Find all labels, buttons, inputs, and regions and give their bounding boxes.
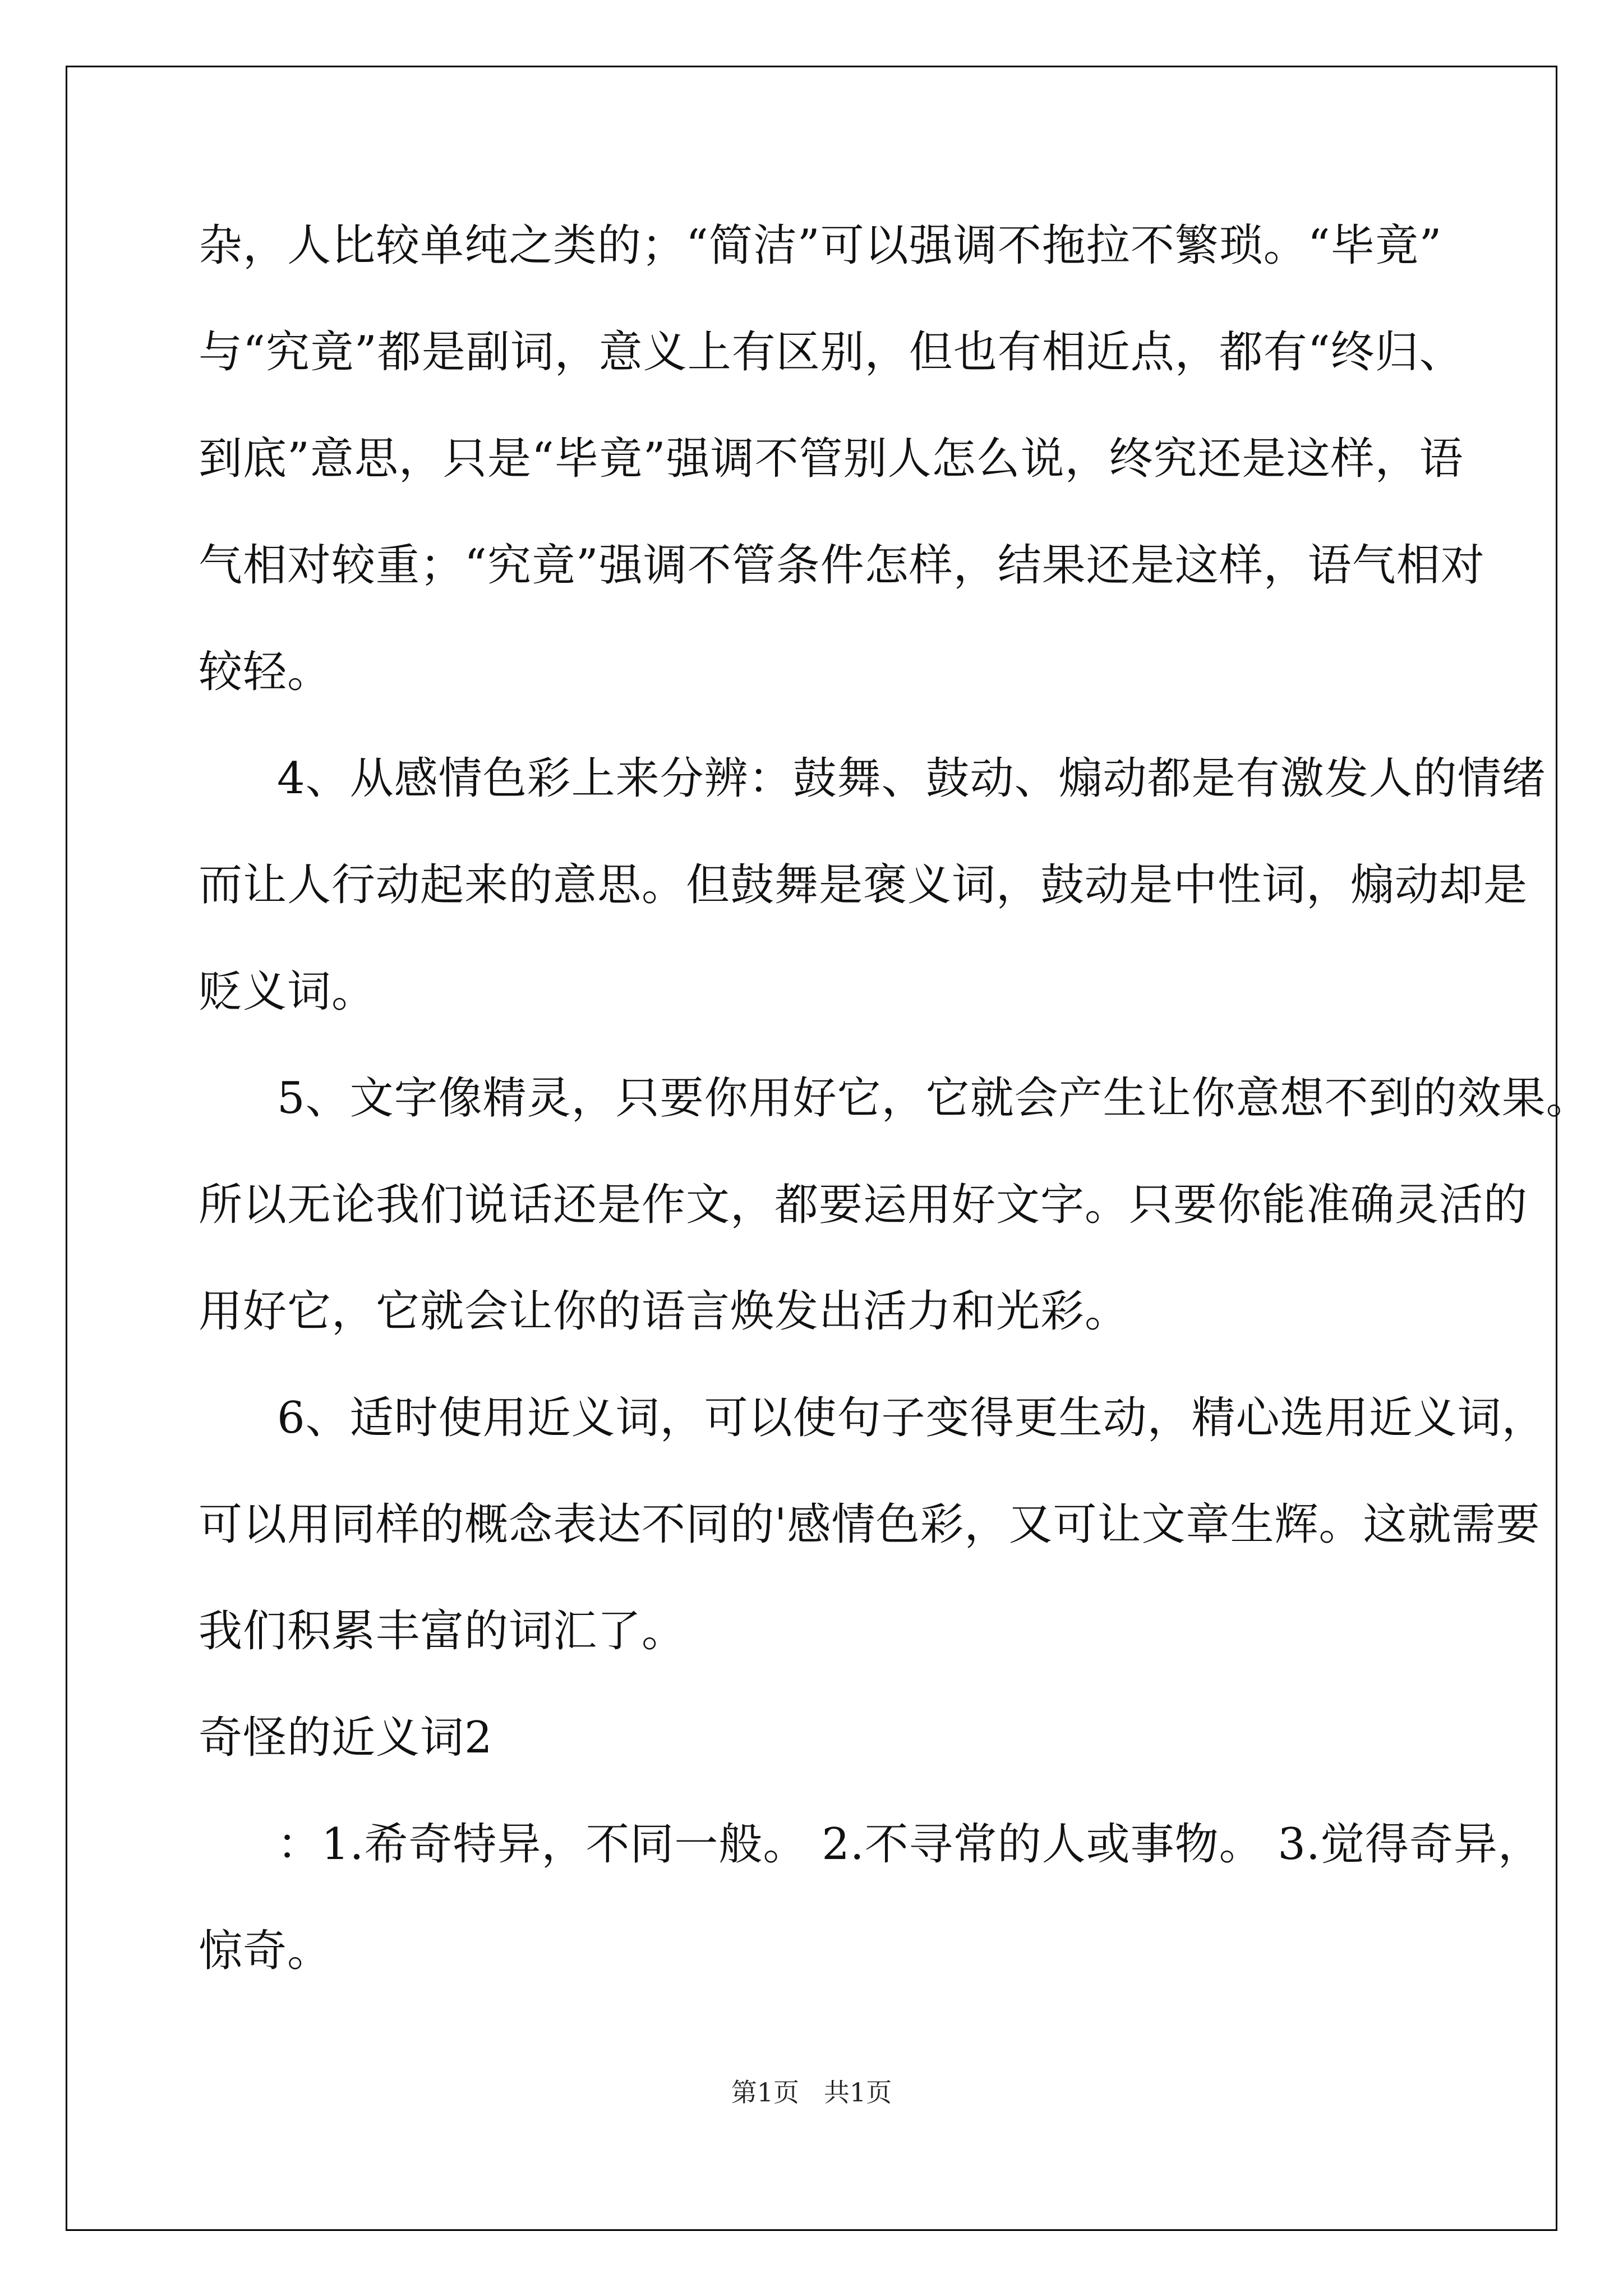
page-footer xyxy=(0,2076,1623,2109)
text-line: 与“究竟”都是副词，意义上有区别，但也有相近点，都有“终归、 xyxy=(199,327,1464,378)
page-number: 第1页 xyxy=(731,2077,799,2108)
text-line: 我们积累丰富的词汇了。 xyxy=(199,1606,686,1657)
text-line: 气相对较重；“究竟”强调不管条件怎样，结果还是这样，语气相对 xyxy=(199,540,1485,591)
page-total: 共1页 xyxy=(824,2077,892,2108)
text-line: 所以无论我们说话还是作文，都要运用好文字。只要你能准确灵活的 xyxy=(199,1180,1528,1230)
text-line: 较轻。 xyxy=(199,647,332,697)
text-line: 4、从感情色彩上来分辨：鼓舞、鼓动、煽动都是有激发人的情绪 xyxy=(277,753,1546,804)
text-line: 6、适时使用近义词，可以使句子变得更生动，精心选用近义词， xyxy=(277,1393,1546,1443)
text-line: ：1.希奇特异，不同一般。 2.不寻常的人或事物。 3.觉得奇异， xyxy=(277,1819,1542,1870)
text-line: 可以用同样的概念表达不同的'感情色彩，又可让文章生辉。这就需要 xyxy=(199,1499,1541,1550)
text-line: 而让人行动起来的意思。但鼓舞是褒义词，鼓动是中性词，煽动却是 xyxy=(199,860,1528,910)
text-line: 到底”意思，只是“毕竟”强调不管别人怎么说，终究还是这样，语 xyxy=(199,434,1464,484)
text-line: 杂，人比较单纯之类的；“简洁”可以强调不拖拉不繁琐。“毕竟” xyxy=(199,220,1442,271)
text-line: 5、文字像精灵，只要你用好它，它就会产生让你意想不到的效果。 xyxy=(277,1073,1590,1124)
text-line: 用好它，它就会让你的语言焕发出活力和光彩。 xyxy=(199,1286,1129,1337)
section-heading: 奇怪的近义词2 xyxy=(199,1713,493,1763)
text-line: 贬义词。 xyxy=(199,967,376,1017)
page-border xyxy=(66,66,1590,2231)
text-line: 惊奇。 xyxy=(199,1926,332,1976)
